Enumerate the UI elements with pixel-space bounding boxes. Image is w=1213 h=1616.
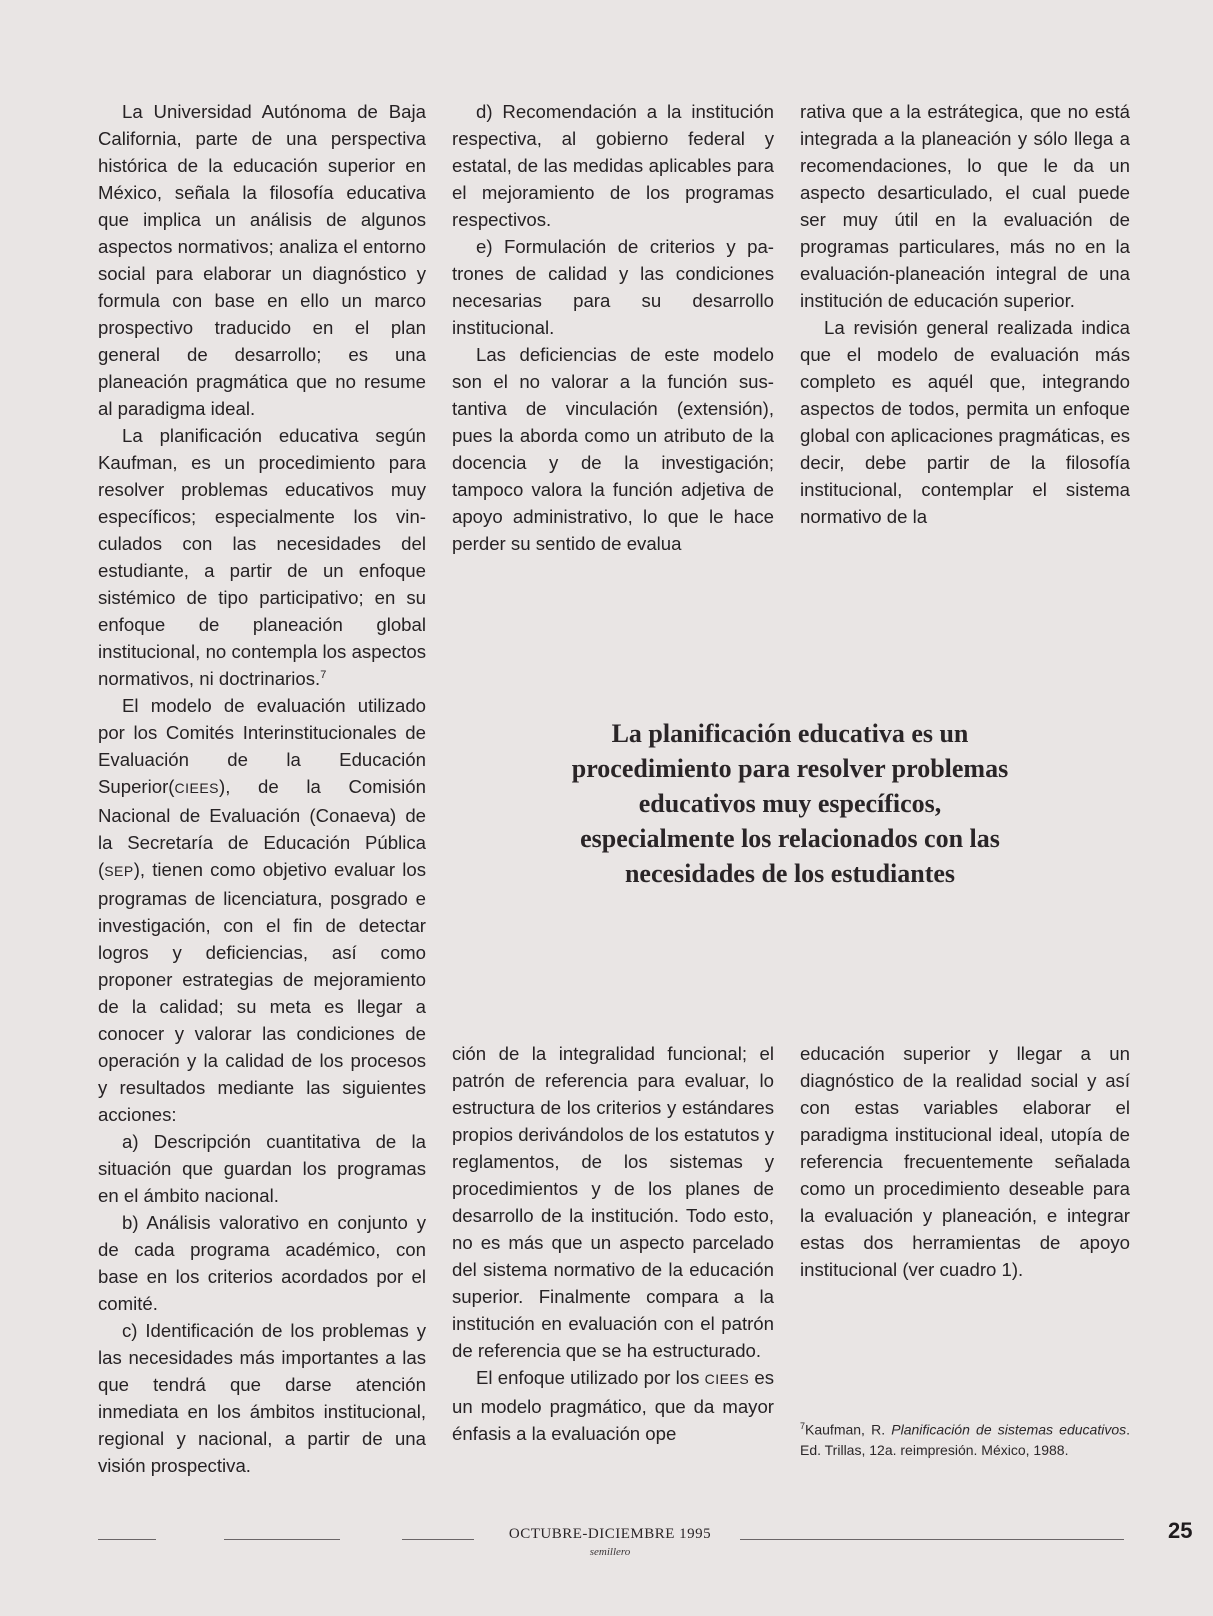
list-item-a: a) Descripción cuantitativa de la situación que guardan los programas en el ámbito nacional. [98, 1131, 426, 1206]
footnote-publisher: . Ed. Trillas, 12a. reimpresión. México, 1988. [800, 1421, 1131, 1458]
acronym-ciees: CIEES [174, 780, 219, 796]
paragraph-ciees-part-3: ), tienen como objetivo evaluar los programas de licenciatura, posgrado e investigación, con el fin de detectar logros y deficiencias, así como proponer estrategias de mejoramiento de la calidad; su meta es llegar a conocer y valorar las condiciones de operación y la calidad de los procesos y resultados mediante las siguientes acciones: [98, 859, 426, 1125]
paragraph-kaufman [98, 422, 426, 692]
acronym-ciees: CIEES [704, 1371, 750, 1387]
paragraph-deficiencias: Las deficiencias de este modelo son el no valorar a la función sustantiva de vinculación (extensión), pues la aborda como un atributo de la docencia y de la investigación; tampoco valora la función adjetiva de apoyo administrativo, lo que le hace perder su sentido de evalua [452, 344, 774, 554]
list-item-b: b) Análisis valorativo en conjunto y de cada programa académico, con base en los criterios acordados por el comité. [98, 1212, 426, 1314]
pull-quote: La planificación educativa es un procedimiento para resolver problemas educativos muy específicos, especialmente los relacionados con las necesidades de los estudiantes [571, 719, 1009, 888]
column-2-bottom [452, 1040, 774, 1447]
page-number: 25 [1168, 1518, 1193, 1543]
paragraph-continued-evaluativa: rativa que a la estrátegica, que no está integrada a la planeación y sólo llega a recomendaciones, lo que le da un aspecto desarticulado, el cual puede ser muy útil en la evaluación de programas particulares, más no en la evaluación-planeación integral de una institución de educación superior. [800, 101, 1130, 311]
paragraph-enfoque-part-1: El enfoque utilizado por los [476, 1367, 705, 1388]
footer-rule-left-2 [224, 1539, 340, 1540]
footer-issue: OCTUBRE-DICIEMBRE 1995 [508, 1526, 712, 1542]
footnote-ref[interactable]: 7 [320, 668, 327, 681]
footer-rule-left-1 [98, 1539, 156, 1540]
paragraph-continued-educacion: educación superior y llegar a un diagnóstico de la realidad social y así con estas variables elaborar el paradigma institucional ideal, utopía de referencia frecuentemente señalada como un procedimiento deseable para la evaluación y planeación, e integrar estas dos herramientas de apoyo institucional (ver cuadro 1). [800, 1043, 1130, 1280]
footnote-title: Planificación de sistemas educativos [891, 1421, 1127, 1438]
column-2-top [452, 98, 774, 557]
footer-journal: semillero [589, 1546, 631, 1558]
paragraph-enfoque-part-2: es un modelo pragmático, que da mayor énfasis a la evaluación ope [452, 1367, 774, 1444]
footer-rule-right [740, 1539, 1124, 1540]
footnote-author: Kaufman, R. [805, 1421, 892, 1438]
paragraph-kaufman-text: La planificación educativa según Kaufman, es un procedimiento para resolver problemas educativos muy específicos; especialmente los vinculados con las necesidades del estudiante, a partir de un enfoque sistémico de tipo participativo; en su enfoque de planeación global institucional, no contempla los aspectos normativos, ni doctrinarios. [98, 425, 426, 689]
list-item-c: c) Identificación de los problemas y las necesidades más importantes a las que tendrá que darse atención inmediata en los ámbitos institucional, regional y nacional, a partir de una visión prospectiva. [98, 1320, 426, 1476]
paragraph-ciees-model [98, 692, 426, 1128]
list-item-e: e) Formulación de criterios y patrones de calidad y las condiciones necesarias para su desarrollo institucional. [452, 236, 774, 338]
column-1 [98, 98, 426, 1479]
paragraph-ciees-part-2: ), de la Comisión Nacional de Evaluación (Conaeva) de la Secretaría de Educación Pública ( [98, 776, 426, 880]
footnote-number: 7 [800, 1421, 806, 1431]
acronym-sep: SEP [104, 863, 134, 879]
paragraph-uabc: La Universidad Autónoma de Baja California, parte de una perspectiva histórica de la educación superior en México, señala la filosofía educativa que implica un análisis de algunos aspectos normativos; analiza el entorno social para elaborar un diagnóstico y formula con base en ello un marco prospectivo traducido en el plan general de desarrollo; es una planeación pragmática que no resume al paradigma ideal. [98, 101, 426, 419]
footer-rule-left-3 [402, 1539, 474, 1540]
list-item-d: d) Recomendación a la institución respectiva, al gobierno federal y estatal, de las medidas aplicables para el mejoramiento de los programas respectivos. [452, 101, 774, 230]
footnote [800, 1416, 1130, 1460]
column-3-bottom [800, 1040, 1130, 1283]
paragraph-enfoque [452, 1364, 774, 1447]
paragraph-ciees-part-1: El modelo de evaluación utilizado por los Comités Interinstitucionales de Evaluación de la Educación Superior( [98, 695, 426, 797]
column-3-top [800, 98, 1130, 530]
paragraph-revision: La revisión general realizada indica que el modelo de evaluación más completo es aquél que, integrando aspectos de todos, permita un enfoque global con aplicaciones pragmáticas, es decir, debe partir de la filosofía institucional, contemplar el sistema normativo de la [800, 317, 1130, 527]
paragraph-continued-integralidad: ción de la integralidad funcional; el patrón de referencia para evaluar, lo estructura de los criterios y estándares propios derivándolos de los estatutos y reglamentos, de los sistemas y procedimientos y de los planes de desarrollo de la institución. Todo esto, no es más que un aspecto parcelado del sistema normativo de la educación superior. Finalmente compara a la institución en evaluación con el patrón de referencia que se ha estructurado. [452, 1043, 774, 1361]
